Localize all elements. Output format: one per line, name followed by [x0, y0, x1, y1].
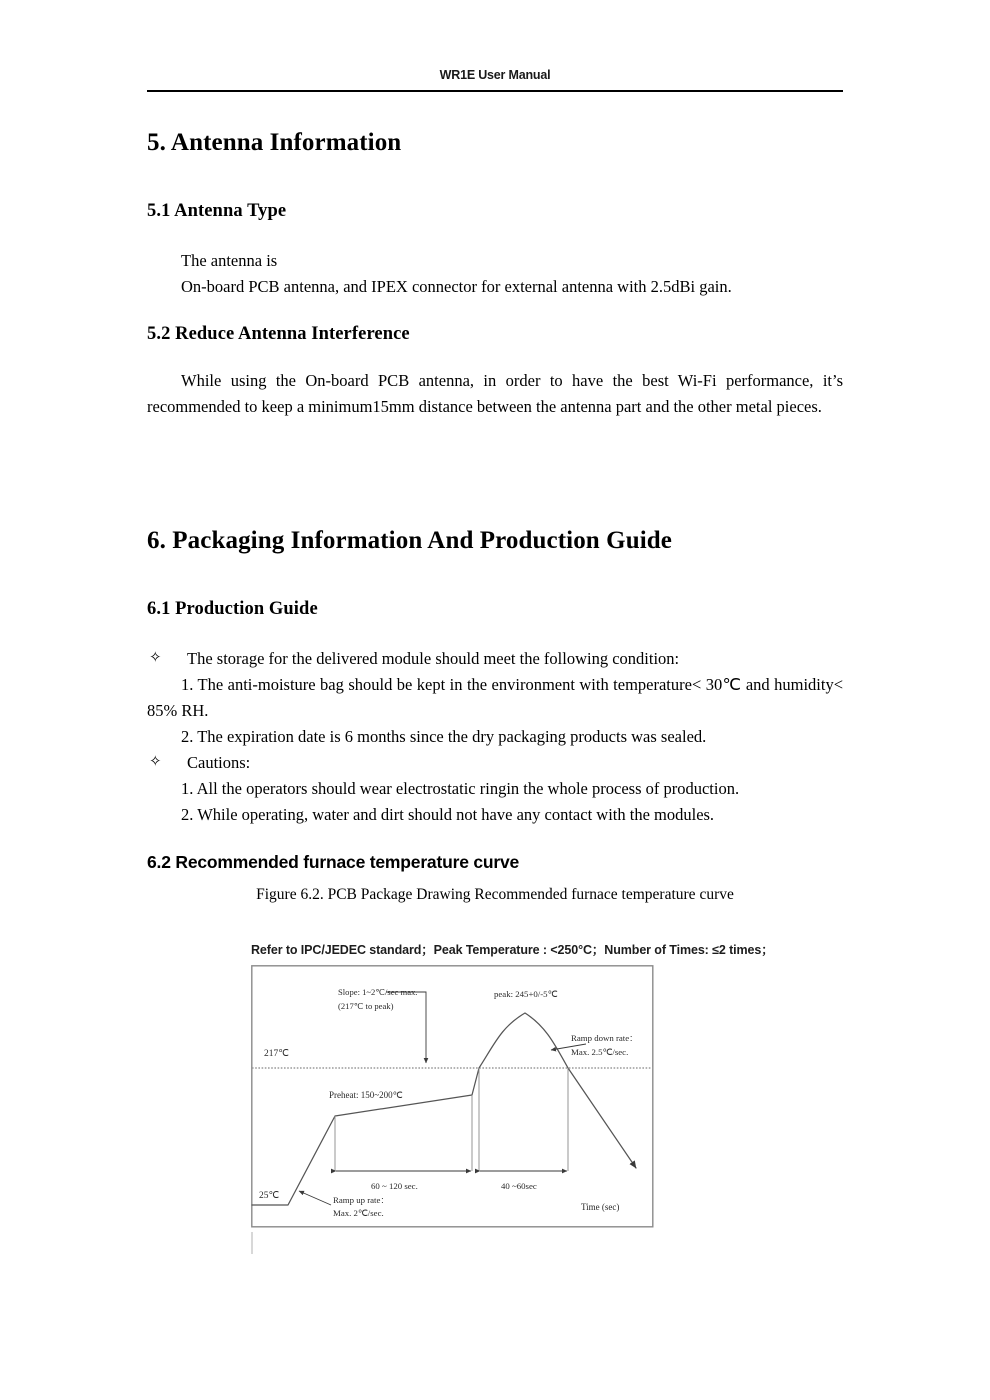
cautions-text: Cautions: — [187, 753, 251, 772]
list-item — [147, 750, 843, 776]
label-217c: 217℃ — [264, 1049, 289, 1059]
page-header-title: WR1E User Manual — [439, 68, 551, 82]
header-divider — [147, 90, 843, 92]
storage-item-1: 1. The anti-moisture bag should be kept in the environment with temperature< 30℃ and humidity< 85% RH. — [147, 675, 843, 720]
heading-section-6-1: 6.1 Production Guide — [147, 599, 318, 619]
list-item — [147, 646, 843, 672]
antenna-type-line-2: On-board PCB antenna, and IPEX connector for external antenna with 2.5dBi gain. — [181, 277, 732, 296]
reduce-interference-paragraph: While using the On-board PCB antenna, in order to have the best Wi-Fi performance, it’s recommended to keep a minimum15mm distance between the antenna part and the other metal pieces. — [147, 371, 843, 416]
caution-item-1: 1. All the operators should wear electrostatic ringin the whole process of production. — [181, 779, 740, 798]
antenna-type-line-1: The antenna is — [181, 251, 278, 270]
label-duration-preheat: 60 ~ 120 sec. — [371, 1181, 418, 1191]
label-time-axis: Time (sec) — [581, 1202, 620, 1212]
label-duration-reflow: 40 ~60sec — [501, 1181, 537, 1191]
label-preheat: Preheat: 150~200℃ — [329, 1090, 403, 1100]
caution-item-2: 2. While operating, water and dirt should not have any contact with the modules. — [181, 805, 715, 824]
diamond-bullet-icon: ✧ — [149, 754, 162, 770]
heading-section-6: 6. Packaging Information And Production Guide — [147, 527, 672, 554]
chart-bottom-tick — [251, 1232, 253, 1254]
heading-section-5: 5. Antenna Information — [147, 129, 402, 156]
chart-standard-note: Refer to IPC/JEDEC standard；Peak Temperature : <250°C；Number of Times: ≤2 times； — [251, 943, 774, 957]
heading-section-5-2: 5.2 Reduce Antenna Interference — [147, 324, 410, 344]
diamond-bullet-icon: ✧ — [149, 650, 162, 666]
heading-section-5-1: 5.1 Antenna Type — [147, 201, 287, 221]
storage-item-2: 2. The expiration date is 6 months since the dry packaging products was sealed. — [181, 727, 707, 746]
storage-condition-text: The storage for the delivered module should meet the following condition: — [187, 649, 680, 668]
reflow-profile-svg — [251, 965, 654, 1228]
label-slope-line-2: (217℃ to peak) — [338, 1001, 394, 1011]
document-body — [147, 115, 843, 873]
reflow-profile-chart — [251, 965, 654, 1228]
chart-frame — [252, 966, 653, 1227]
label-ramp-down-line-2: Max. 2.5℃/sec. — [571, 1047, 629, 1057]
label-ramp-up-line-1: Ramp up rate： — [333, 1195, 390, 1205]
label-25c: 25℃ — [259, 1191, 280, 1201]
figure-caption: Figure 6.2. PCB Package Drawing Recommended furnace temperature curve — [256, 886, 734, 903]
label-ramp-up-line-2: Max. 2℃/sec. — [333, 1208, 384, 1218]
label-ramp-down-line-1: Ramp down rate： — [571, 1033, 638, 1043]
heading-section-6-2: 6.2 Recommended furnace temperature curve — [147, 852, 520, 872]
label-peak: peak: 245+0/-5℃ — [494, 989, 558, 999]
label-slope-line-1: Slope: 1~2℃/sec max. — [338, 987, 418, 997]
